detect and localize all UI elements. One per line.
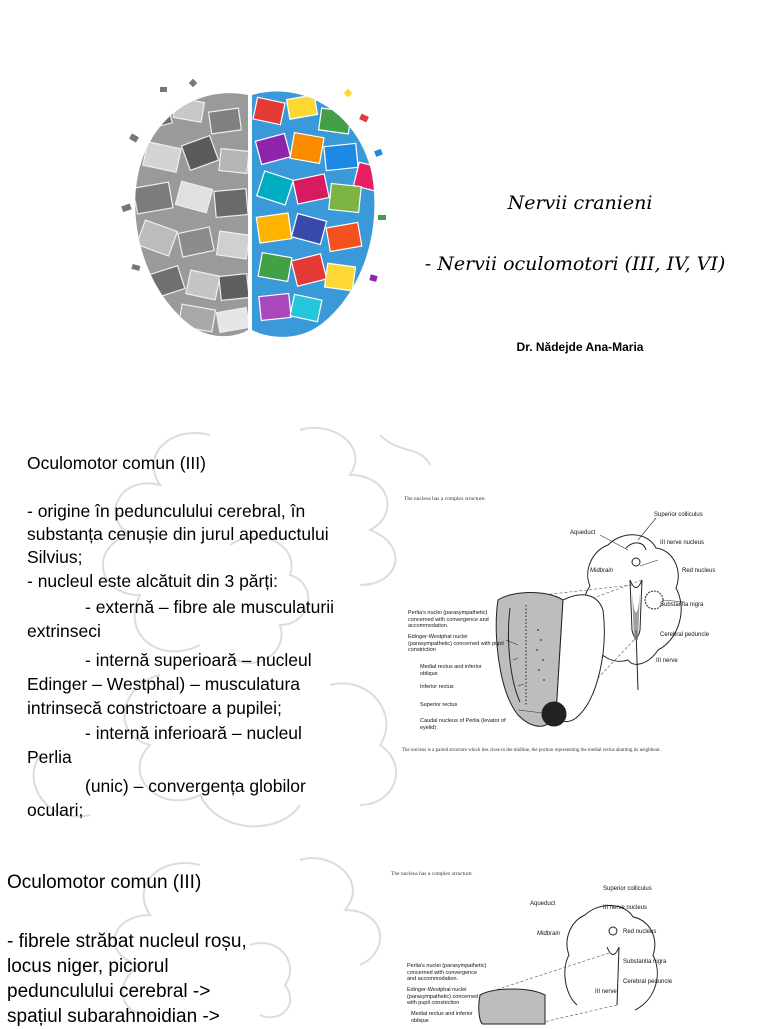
label-medial-rectus: Medial rectus and inferior oblique [411,1011,473,1024]
label-superior-colliculus: Superior colliculus [654,512,703,518]
slide3-line: locus niger, piciorul [7,956,169,977]
slide3-heading: Oculomotor comun (III) [7,872,202,893]
slide2-line: intrinsecă constrictoare a pupilei; [27,698,282,718]
slide2-line: Edinger – Westphal) – musculatura [27,674,301,694]
slide2-line: extrinseci [27,621,101,641]
oculomotor-nucleus-diagram [398,490,716,765]
slide3-line: - fibrele străbat nucleul roșu, [7,931,247,952]
slide2-line: substanța cenușie din jurul apeductului [27,524,329,544]
title-slide [0,0,768,420]
slide3-line: pedunculului cerebral -> [7,981,211,1002]
label-inferior-rectus: Inferior rectus [420,684,454,690]
label-caudal-nucleus: Caudal nucleus of Perlia (levator of eyelid) [420,718,506,731]
content-slide-oculomotor-continued [0,855,768,1027]
oculomotor-nucleus-diagram-repeat [385,865,685,1024]
slide2-line: - origine în pedunculului cerebral, în [27,501,306,521]
label-iii-nucleus: III nerve nucleus [603,905,648,911]
slide2-line: Silvius; [27,547,83,567]
brain-mosaic-illustration [120,75,390,355]
label-medial-rectus: Medial rectus and inferior oblique [420,664,482,677]
label-edinger-westphal: Edinger-Westphal nuclei (parasympathetic) concerned with pupil constriction [407,987,479,1006]
label-edinger-westphal: Edinger-Westphal nuclei (parasympathetic) concerned with pupil constriction [408,634,504,653]
label-red-nucleus: Red nucleus [623,929,657,935]
slide3-line: spațiul subarahnoidian -> [7,1006,220,1027]
label-red-nucleus: Red nucleus [682,568,716,574]
diagram-caption-bottom: The nucleus is a paired structure which lies close to the midline, the portion representing the medial rectus abutting its neighbour. [402,748,661,753]
slide2-line: Perlia [27,747,72,767]
slide-title: Nervii cranieni [507,192,653,214]
label-superior-colliculus: Superior colliculus [603,886,652,892]
author-name: Dr. Nădejde Ana-Maria [516,340,644,354]
label-aqueduct: Aqueduct [570,530,596,536]
slide2-line: oculari; [27,800,84,820]
label-iii-nerve: III nerve [595,989,617,995]
label-cerebral-peduncle: Cerebral peduncle [623,979,673,985]
diagram-caption-top: The nucleus has a complex structure: [391,871,473,877]
label-midbrain: Midbrain [590,568,614,574]
diagram-caption-top: The nucleus has a complex structure: [404,496,486,502]
label-perlia: Perlia's nuclei (parasympathetic) concerned with convergence and accommodation. [407,963,487,982]
label-cerebral-peduncle: Cerebral peduncle [660,632,710,638]
slide2-line: - externă – fibre ale musculaturii [85,597,334,617]
label-iii-nerve: III nerve [656,658,678,664]
slide2-line: - nucleul este alcătuit din 3 părți: [27,571,278,591]
label-iii-nucleus: III nerve nucleus [660,540,705,546]
label-substantia-nigra: Substantia nigra [623,959,667,965]
label-aqueduct: Aqueduct [530,901,556,907]
label-perlia: Perlia's nuclei (parasympathetic) concerned with convergence and accommodation. [408,610,489,629]
slide2-heading: Oculomotor comun (III) [27,453,206,473]
label-substantia-nigra: Substantia nigra [660,602,704,608]
slide-subtitle: - Nervii oculomotori (III, IV, VI) [424,253,726,275]
content-slide-oculomotor [0,425,768,850]
label-midbrain: Midbrain [537,931,561,937]
slide2-line: - internă superioară – nucleul [85,650,312,670]
slide2-line: - internă inferioară – nucleul [85,723,302,743]
label-superior-rectus: Superior rectus [420,702,458,708]
slide2-line: (unic) – convergența globilor [85,776,306,796]
